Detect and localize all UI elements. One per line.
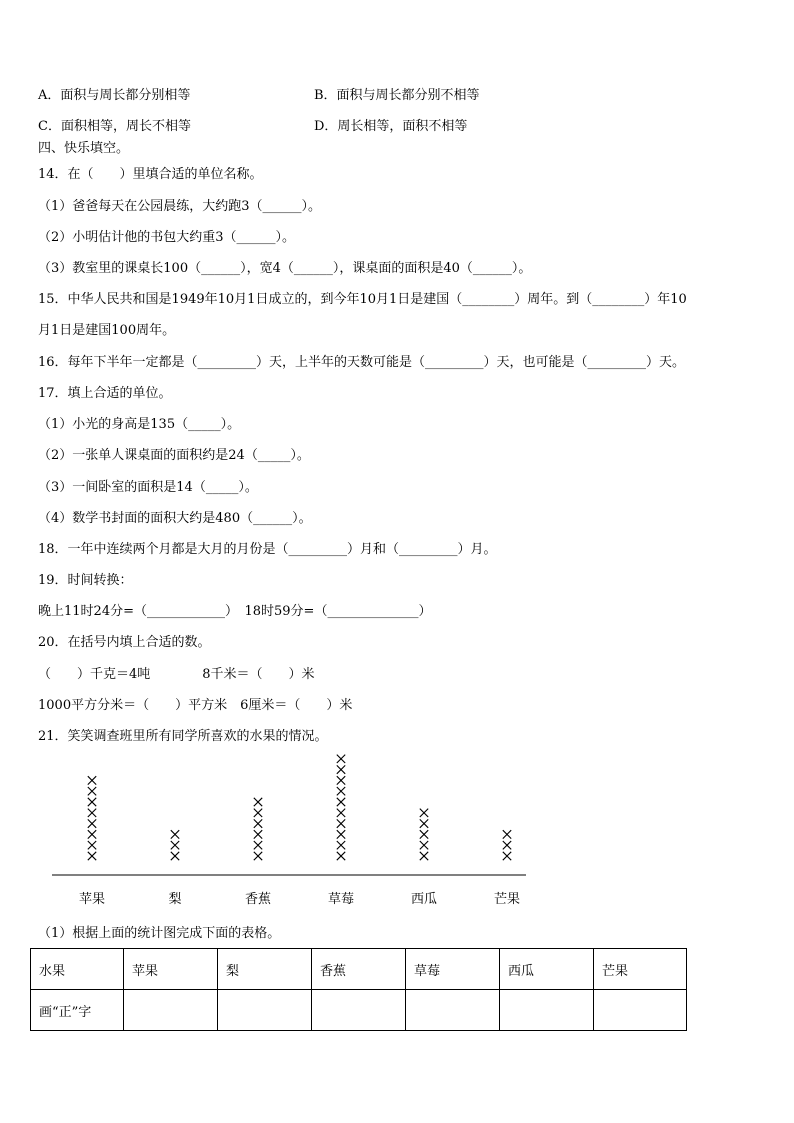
category-label: 香蕉 <box>244 892 272 907</box>
option-c: C．面积相等，周长不相等 <box>38 119 191 134</box>
tally-cross-mark <box>254 841 262 849</box>
category-label: 西瓜 <box>410 892 438 907</box>
tally-cross-mark <box>337 852 345 860</box>
tally-cross-mark <box>337 809 345 817</box>
table-header-cell: 水果 <box>31 949 124 990</box>
tally-cell[interactable] <box>312 990 406 1031</box>
tally-cross-mark <box>337 819 345 827</box>
tally-cross-mark <box>88 830 96 838</box>
tally-cross-mark <box>337 798 345 806</box>
tally-cross-mark <box>88 787 96 795</box>
tally-cross-mark <box>254 852 262 860</box>
question-15-line: 月1日是建国100周年。 <box>38 323 176 338</box>
tally-cross-mark <box>88 776 96 784</box>
tally-cross-mark <box>337 755 345 763</box>
table-row <box>31 990 687 1031</box>
question-18: 18．一年中连续两个月都是大月的月份是（_________）月和（_________）月。 <box>38 542 497 557</box>
tally-cell[interactable] <box>406 990 500 1031</box>
option-b: B．面积与周长都分别不相等 <box>314 88 480 103</box>
tally-cross-mark <box>88 809 96 817</box>
question-20-row: 1000平方分米＝（ ）平方米 6厘米＝（ ）米 <box>38 698 353 713</box>
tally-cross-mark <box>503 830 511 838</box>
question-17-stem: 17．填上合适的单位。 <box>38 386 172 401</box>
tally-cross-mark <box>88 798 96 806</box>
question-14-item: （3）教室里的课桌长100（______），宽4（______），课桌面的面积是40（______）。 <box>38 261 532 276</box>
tally-cross-mark <box>171 830 179 838</box>
question-20-stem: 20．在括号内填上合适的数。 <box>38 635 211 650</box>
category-label: 苹果 <box>78 892 106 907</box>
tally-cross-mark <box>503 852 511 860</box>
category-label: 梨 <box>168 892 182 907</box>
tally-cross-mark <box>88 852 96 860</box>
question-17-item: （3）一间卧室的面积是14（_____）。 <box>38 480 258 495</box>
category-label: 芒果 <box>493 892 521 907</box>
tally-cross-mark <box>254 819 262 827</box>
tally-cross-mark <box>503 841 511 849</box>
question-14-item: （2）小明估计他的书包大约重3（______）。 <box>38 230 296 245</box>
tally-cross-mark <box>420 841 428 849</box>
question-14-item: （1）爸爸每天在公园晨练，大约跑3（______）。 <box>38 199 322 214</box>
table-row-label: 画“正”字 <box>31 990 124 1031</box>
table-header-cell: 苹果 <box>124 949 218 990</box>
tally-cell[interactable] <box>594 990 687 1031</box>
section-heading: 四、快乐填空。 <box>38 141 130 156</box>
tally-cross-mark <box>254 809 262 817</box>
question-17-item: （2）一张单人课桌面的面积约是24（_____）。 <box>38 448 310 463</box>
tally-cross-mark <box>254 798 262 806</box>
tally-cell[interactable] <box>124 990 218 1031</box>
question-14-stem: 14．在（ ）里填合适的单位名称。 <box>38 167 263 182</box>
question-21-sub: （1）根据上面的统计图完成下面的表格。 <box>38 926 281 941</box>
option-a: A．面积与周长都分别相等 <box>38 88 191 103</box>
tally-cross-mark <box>171 841 179 849</box>
category-label: 草莓 <box>327 892 355 907</box>
tally-cross-mark <box>88 841 96 849</box>
fruit-pictograph <box>40 752 540 917</box>
question-19-line: 晚上11时24分=（____________） 18时59分=（______________） <box>38 604 432 619</box>
question-17-item: （4）数学书封面的面积大约是480（______）。 <box>38 511 312 526</box>
option-d: D．周长相等，面积不相等 <box>314 119 468 134</box>
table-header-cell: 西瓜 <box>500 949 594 990</box>
table-header-cell: 梨 <box>218 949 312 990</box>
tally-cross-mark <box>420 852 428 860</box>
question-15-line: 15．中华人民共和国是1949年10月1日成立的，到今年10月1日是建国（________）周年。到（________）年10 <box>38 292 687 307</box>
table-header-cell: 草莓 <box>406 949 500 990</box>
tally-cross-mark <box>337 787 345 795</box>
tally-cross-mark <box>171 852 179 860</box>
question-17-item: （1）小光的身高是135（_____）。 <box>38 417 241 432</box>
tally-cell[interactable] <box>500 990 594 1031</box>
tally-cross-mark <box>420 819 428 827</box>
question-19-stem: 19．时间转换： <box>38 573 133 588</box>
question-16: 16．每年下半年一定都是（_________）天，上半年的天数可能是（_________）天，也可能是（_________）天。 <box>38 355 686 370</box>
tally-cross-mark <box>420 830 428 838</box>
tally-cross-mark <box>337 776 345 784</box>
tally-cross-mark <box>420 809 428 817</box>
fruit-tally-table <box>30 948 687 1031</box>
question-20-row: （ ）千克＝4吨 8千米＝（ ）米 <box>38 667 315 682</box>
table-header-cell: 芒果 <box>594 949 687 990</box>
tally-cross-mark <box>337 830 345 838</box>
table-header-cell: 香蕉 <box>312 949 406 990</box>
tally-cross-mark <box>337 841 345 849</box>
tally-cross-mark <box>337 765 345 773</box>
tally-cross-mark <box>254 830 262 838</box>
tally-cell[interactable] <box>218 990 312 1031</box>
tally-cross-mark <box>88 819 96 827</box>
table-header-row <box>31 949 687 990</box>
question-21-stem: 21．笑笑调查班里所有同学所喜欢的水果的情况。 <box>38 729 328 744</box>
